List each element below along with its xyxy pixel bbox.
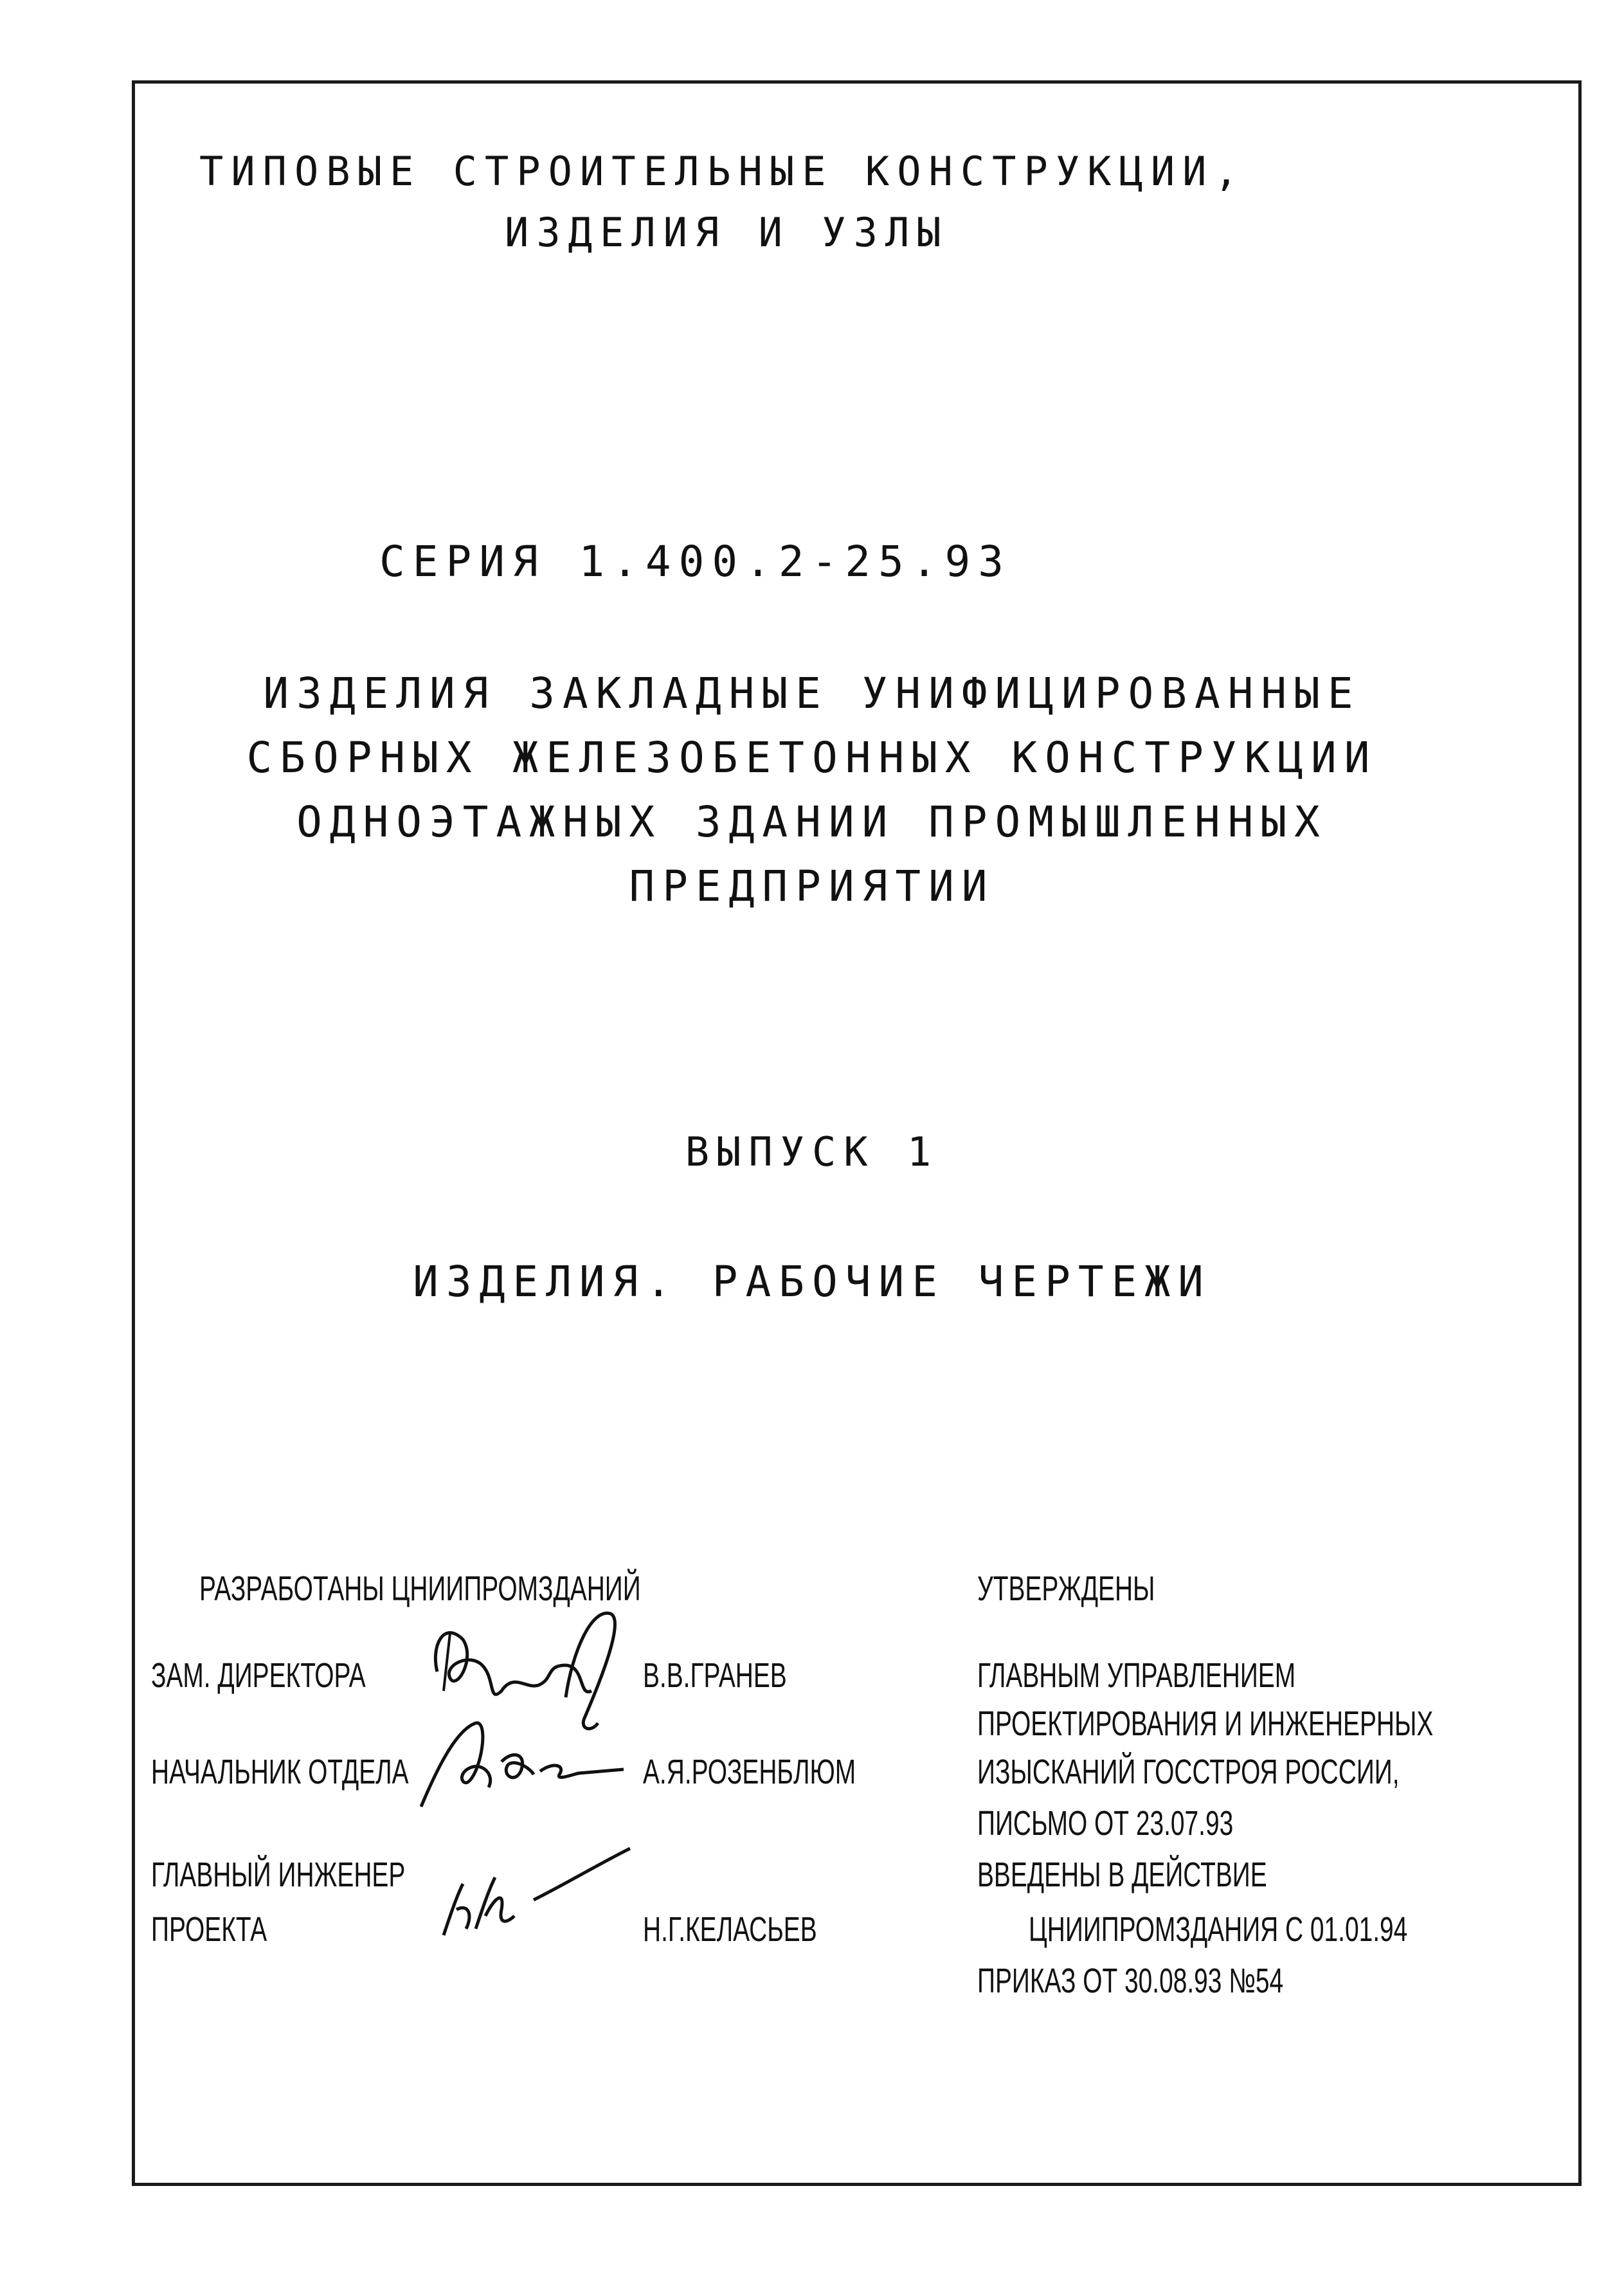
issue-number: ВЫПУСК 1 — [685, 1128, 939, 1175]
approved-line-2: ПРОЕКТИРОВАНИЯ И ИНЖЕНЕРНЫХ — [977, 1704, 1434, 1743]
role-project: ПРОЕКТА — [151, 1910, 267, 1949]
approved-line-4: ПИСЬМО ОТ 23.07.93 — [977, 1804, 1234, 1843]
name-kelasyev: Н.Г.КЕЛАСЬЕВ — [643, 1910, 817, 1949]
approved-line-5: ВВЕДЕНЫ В ДЕЙСТВИЕ — [977, 1856, 1267, 1894]
title-line-2: СБОРНЫХ ЖЕЛЕЗОБЕТОННЫХ КОНСТРУКЦИИ — [246, 733, 1378, 782]
series-number: СЕРИЯ 1.400.2-25.93 — [379, 537, 1011, 586]
name-granev: В.В.ГРАНЕВ — [643, 1656, 787, 1695]
approved-line-6: ЦНИИПРОМЗДАНИЯ С 01.01.94 — [1029, 1910, 1408, 1949]
header-line-2: ИЗДЕЛИЯ И УЗЛЫ — [505, 209, 949, 256]
header-line-1: ТИПОВЫЕ СТРОИТЕЛЬНЫЕ КОНСТРУКЦИИ, — [199, 148, 1246, 195]
developed-heading: РАЗРАБОТАНЫ ЦНИИПРОМЗДАНИЙ — [199, 1569, 641, 1608]
title-line-4: ПРЕДПРИЯТИИ — [629, 862, 995, 911]
role-department-head: НАЧАЛЬНИК ОТДЕЛА — [151, 1753, 409, 1791]
role-deputy-director: ЗАМ. ДИРЕКТОРА — [151, 1656, 366, 1695]
title-line-3: ОДНОЭТАЖНЫХ ЗДАНИИ ПРОМЫШЛЕННЫХ — [296, 797, 1328, 847]
approved-heading: УТВЕРЖДЕНЫ — [977, 1569, 1155, 1608]
approved-line-7: ПРИКАЗ ОТ 30.08.93 №54 — [977, 1962, 1284, 2000]
name-rozenblyum: А.Я.РОЗЕНБЛЮМ — [643, 1753, 856, 1791]
signature-kelasyev — [437, 1845, 643, 1948]
approved-line-3: ИЗЫСКАНИЙ ГОССТРОЯ РОССИИ, — [977, 1753, 1400, 1791]
role-chief-engineer: ГЛАВНЫЙ ИНЖЕНЕР — [151, 1856, 406, 1894]
signature-rozenblyum — [418, 1710, 630, 1813]
title-line-1: ИЗДЕЛИЯ ЗАКЛАДНЫЕ УНИФИЦИРОВАННЫЕ — [263, 669, 1361, 718]
subtitle: ИЗДЕЛИЯ. РАБОЧИЕ ЧЕРТЕЖИ — [413, 1257, 1211, 1306]
approved-line-1: ГЛАВНЫМ УПРАВЛЕНИЕМ — [977, 1656, 1296, 1695]
